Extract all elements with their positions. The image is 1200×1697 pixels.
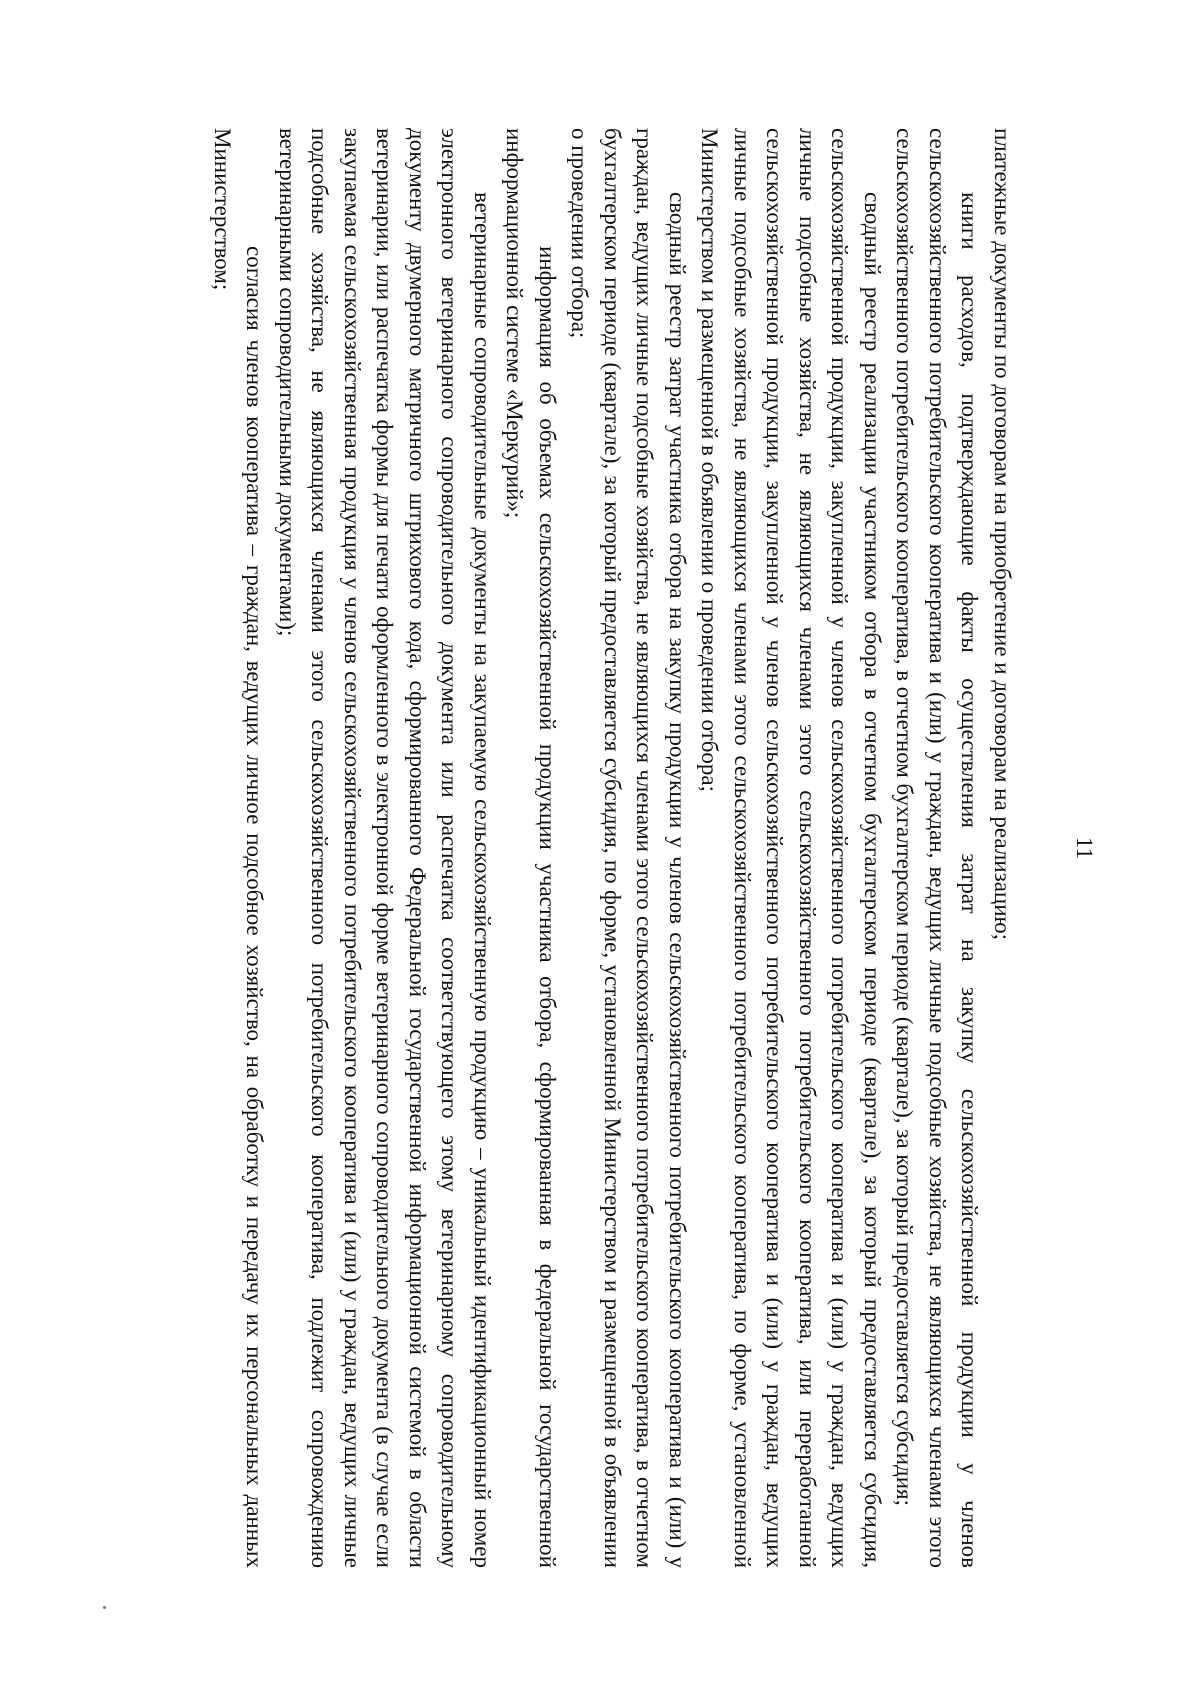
paragraph-veterinary-documents: ветеринарные сопроводительные документы на закупаемую сельскохозяйственную продукцию – уникальный идентификационный номер электронного ветеринарного сопроводительного документа или распечатка соответствующего этому ветеринарному сопроводительному документу двумерного матричного штрихового кода, сформированного Федеральной государственной информационной системой в области ветеринарии, или распечатка формы для печати оформленного в электронной форме ветеринарного сопроводительного документа (в случае если закупаемая сельскохозяйственная продукция у членов сельскохозяйственного потребительского кооператива и (или) у граждан, ведущих личные подсобные хозяйства, не являющихся членами этого сельскохозяйственного потребительского кооператива, подлежит сопровождению ветеринарными сопроводительными документами); (275, 128, 495, 1568)
body-text (206, 128, 1019, 1568)
paragraph-personal-data-consent: согласия членов кооператива – граждан, ведущих личное подсобное хозяйство, на обработку и передачу их персональных данных Министерством; (210, 128, 268, 1568)
paragraph-costs-registry: сводный реестр затрат участника отбора на закупку продукции у членов сельскохозяйственного потребительского кооператива и (или) у граждан, ведущих личные подсобные хозяйства, не являющихся членами этого сельскохозяйственного потребительского кооператива, в отчетном бухгалтерском периоде (квартале), за который предоставляется субсидия, по форме, установленной Министерством и размещенной в объявлении о проведении отбора; (567, 128, 690, 1568)
scan-dot (103, 1606, 106, 1609)
paragraph-payment-documents: платежные документы по договорам на приобретение и договорам на реализацию; (990, 128, 1015, 941)
rotated-content (100, 98, 1100, 1598)
paragraph-mercury-info: информация об объемах сельскохозяйственной продукции участника отбора, сформированная в федеральной государственной информационной системе «Меркурий»; (502, 128, 560, 1568)
paragraph-expense-books: книги расходов, подтверждающие факты осуществления затрат на закупку сельскохозяйственной продукции у членов сельскохозяйственного потребительского кооператива и (или) у граждан, ведущих личные подсобные хозяйства, не являющихся членами этого сельскохозяйственного потребительского кооператива, в отчетном бухгалтерском периоде (квартале), за который предоставляется субсидия; (892, 128, 983, 1568)
paragraph-sales-registry: сводный реестр реализации участником отбора в отчетном бухгалтерском периоде (квартале), за который предоставляется субсидия, сельскохозяйственной продукции, закупленной у членов сельскохозяйственного потребительского кооператива и (или) у граждан, ведущих личные подсобные хозяйства, не являющихся членами этого сельскохозяйственного потребительского кооператива, или переработанной сельскохозяйственной продукции, закупленной у членов сельскохозяйственного потребительского кооператива и (или) у граждан, ведущих личные подсобные хозяйства, не являющихся членами этого сельскохозяйственного потребительского кооператива, по форме, установленной Министерством и размещенной в объявлении о проведении отбора; (697, 128, 885, 1568)
page-number: 11 (1072, 836, 1097, 860)
